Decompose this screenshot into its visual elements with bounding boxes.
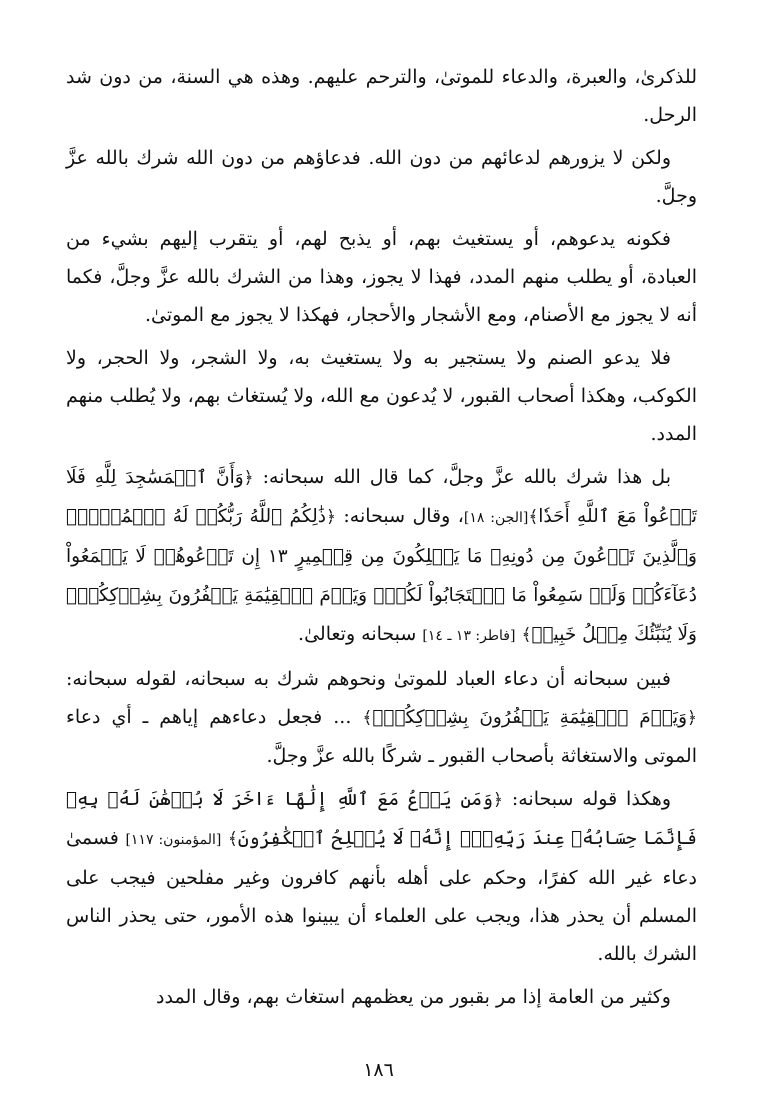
paragraph-1-text: للذكرىٰ، والعبرة، والدعاء للموتىٰ، والترحم عليهم. وهذه هي السنة، من دون شد الرحل. (66, 66, 697, 126)
quran-verse-al-jinn: وَأَنَّ ٱلۡمَسَٰجِدَ لِلَّهِ فَلَا تَدۡعُواْ مَعَ ٱللَّهِ أَحَدٗا (66, 467, 697, 527)
paragraph-7 (66, 780, 697, 973)
paragraph-3 (66, 220, 697, 334)
p5-intro: بل هذا شرك بالله عزَّ وجلَّ، كما قال الله سبحانه: (262, 466, 671, 488)
quran-bracket-close: ﴾ (528, 507, 539, 527)
p7-intro: وهكذا قوله سبحانه: (511, 788, 671, 810)
quran-verse-fatir: ذَٰلِكُمُ ٱللَّهُ رَبُّكُمۡ لَهُ ٱلۡمُلۡكُۚ وَٱلَّذِينَ تَدۡعُونَ مِن دُونِهِۦ مَا يَمۡلِكُونَ مِن قِطۡمِيرٍ ١٣ إِن تَدۡعُوهُمۡ لَا يَسۡمَعُواْ دُعَآءَكُمۡ وَلَوۡ سَمِعُواْ مَا ٱسۡتَجَابُواْ لَكُمۡۖ وَيَوۡمَ ٱلۡقِيَٰمَةِ يَكۡفُرُونَ بِشِرۡكِكُمۡۚ وَلَا يُنَبِّئُكَ مِثۡلُ خَبِيرٖ (66, 506, 697, 645)
verse-reference-fatir: [فاطر: ١٣ ـ ١٤] (422, 628, 516, 644)
quran-bracket-open: ﴿ (243, 468, 254, 488)
paragraph-8-text: وكثير من العامة إذا مر بقبور من يعظمهم استغاث بهم، وقال المدد (156, 986, 671, 1008)
verse-reference-al-jinn: [الجن: ١٨] (463, 510, 529, 526)
p6-intro: فبين سبحانه أن دعاء العباد للموتىٰ ونحوهم شرك به سبحانه، لقوله سبحانه: (66, 668, 671, 690)
quran-bracket-close: ﴾ (227, 829, 238, 849)
quran-bracket-open: ﴿ (325, 507, 336, 527)
paragraph-4-text: فلا يدعو الصنم ولا يستجير به ولا يستغيث به، ولا الشجر، ولا الحجر، ولا الكوكب، وهكذا أصحاب القبور، لا يُدعون مع الله، ولا يُستغاث بهم، ولا يُطلب منهم المدد. (66, 347, 697, 445)
quran-bracket-open: ﴿ (492, 790, 503, 810)
paragraph-1 (66, 58, 697, 134)
paragraph-2-text: ولكن لا يزورهم لدعائهم من دون الله. فدعاؤهم من دون الله شرك بالله عزَّ وجلَّ. (66, 147, 697, 207)
quran-bracket-close: ﴾ (362, 708, 373, 728)
verse-reference-al-muminun: [المؤمنون: ١١٧] (125, 832, 222, 848)
p6-end: ... فجعل دعاءهم إياهم ـ أي دعاء الموتى والاستغاثة بأصحاب القبور ـ شركًا بالله عزَّ وجلَّ. (66, 706, 697, 767)
paragraph-2 (66, 139, 697, 215)
quran-bracket-close: ﴾ (521, 625, 532, 645)
p5-end: سبحانه وتعالىٰ. (298, 623, 417, 645)
p7-end: فسمىٰ دعاء غير الله كفرًا، وحكم على أهله بأنهم كافرون وغير مفلحين فيجب على المسلم أن يحذر هذا، ويجب على العلماء أن يبينوا هذه الأمور، حتى يحذر الناس الشرك بالله. (66, 827, 697, 965)
quran-bracket-open: ﴿ (687, 708, 697, 728)
paragraph-4 (66, 339, 697, 453)
paragraph-5 (66, 458, 697, 655)
quran-verse-al-muminun: وَمَن يَدۡعُ مَعَ ٱللَّهِ إِلَٰهًا ءَاخَرَ لَا بُرۡهَٰنَ لَهُۥ بِهِۦ فَإِنَّمَا حِسَابُهُۥ عِندَ رَبِّهِۦٓۚ إِنَّهُۥ لَا يُفۡلِحُ ٱلۡكَٰفِرُونَ (66, 789, 698, 849)
paragraph-8 (66, 978, 697, 1016)
paragraph-6 (66, 660, 697, 775)
page-number: ١٨٦ (363, 1059, 394, 1081)
p5-mid: ، وقال سبحانه: (343, 505, 464, 527)
paragraph-3-text: فكونه يدعوهم، أو يستغيث بهم، أو يذبح لهم، أو يتقرب إليهم بشيء من العبادة، أو يطلب منهم المدد، فهذا لا يجوز، وهذا من الشرك بالله عزَّ وجلَّ، فكما أنه لا يجوز مع الأصنام، ومع الأشجار والأحجار، فهكذا لا يجوز مع الموتىٰ. (66, 228, 697, 326)
quran-verse-fatir-14: وَيَوۡمَ ٱلۡقِيَٰمَةِ يَكۡفُرُونَ بِشِرۡكِكُمۡۚ (372, 707, 688, 728)
